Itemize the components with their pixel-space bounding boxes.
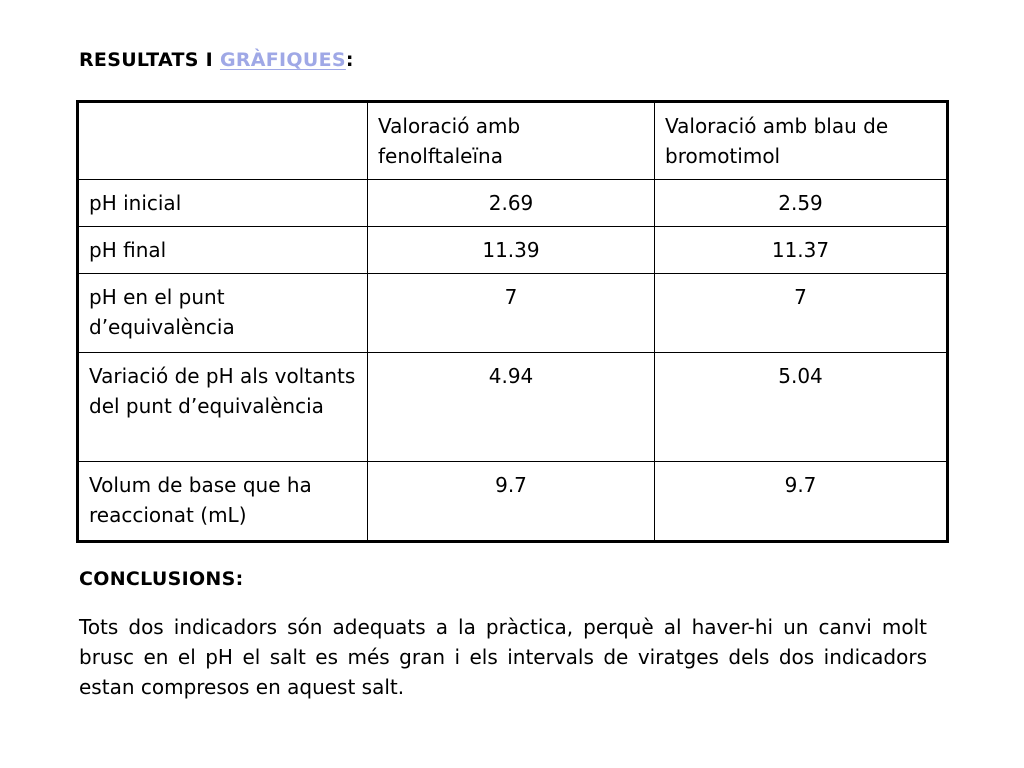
row-label: pH en el punt d’equivalència (78, 274, 368, 353)
table-row (78, 462, 948, 542)
header-empty-cell (78, 102, 368, 180)
row-label: pH final (78, 227, 368, 274)
header-fenolftaleina: Valoració amb fenolftaleïna (368, 102, 655, 180)
table-row (78, 274, 948, 353)
results-heading-colon: : (345, 49, 354, 71)
value-fenolftaleina: 9.7 (368, 462, 655, 542)
value-bromotimol: 7 (655, 274, 948, 353)
value-fenolftaleina: 7 (368, 274, 655, 353)
value-fenolftaleina: 4.94 (368, 353, 655, 462)
row-label: Variació de pH als voltants del punt d’equivalència (78, 353, 368, 462)
value-fenolftaleina: 11.39 (368, 227, 655, 274)
graphics-link[interactable]: GRÀFIQUES (219, 49, 346, 71)
value-bromotimol: 2.59 (655, 180, 948, 227)
table-row (78, 353, 948, 462)
value-bromotimol: 11.37 (655, 227, 948, 274)
results-table (76, 100, 949, 543)
conclusions-heading: CONCLUSIONS: (79, 568, 244, 590)
conclusions-text: Tots dos indicadors són adequats a la pràctica, perquè al haver-hi un canvi molt brusc en el pH el salt es més gran i els intervals de viratges dels dos indicadors estan compresos en aquest salt. (79, 615, 927, 699)
results-heading-prefix: RESULTATS I (79, 49, 220, 71)
value-fenolftaleina: 2.69 (368, 180, 655, 227)
row-label: Volum de base que ha reaccionat (mL) (78, 462, 368, 542)
value-bromotimol: 9.7 (655, 462, 948, 542)
header-bromotimol: Valoració amb blau de bromotimol (655, 102, 948, 180)
value-bromotimol: 5.04 (655, 353, 948, 462)
table-row (78, 180, 948, 227)
results-heading (79, 48, 354, 72)
table-row (78, 227, 948, 274)
row-label: pH inicial (78, 180, 368, 227)
table-header-row (78, 102, 948, 180)
